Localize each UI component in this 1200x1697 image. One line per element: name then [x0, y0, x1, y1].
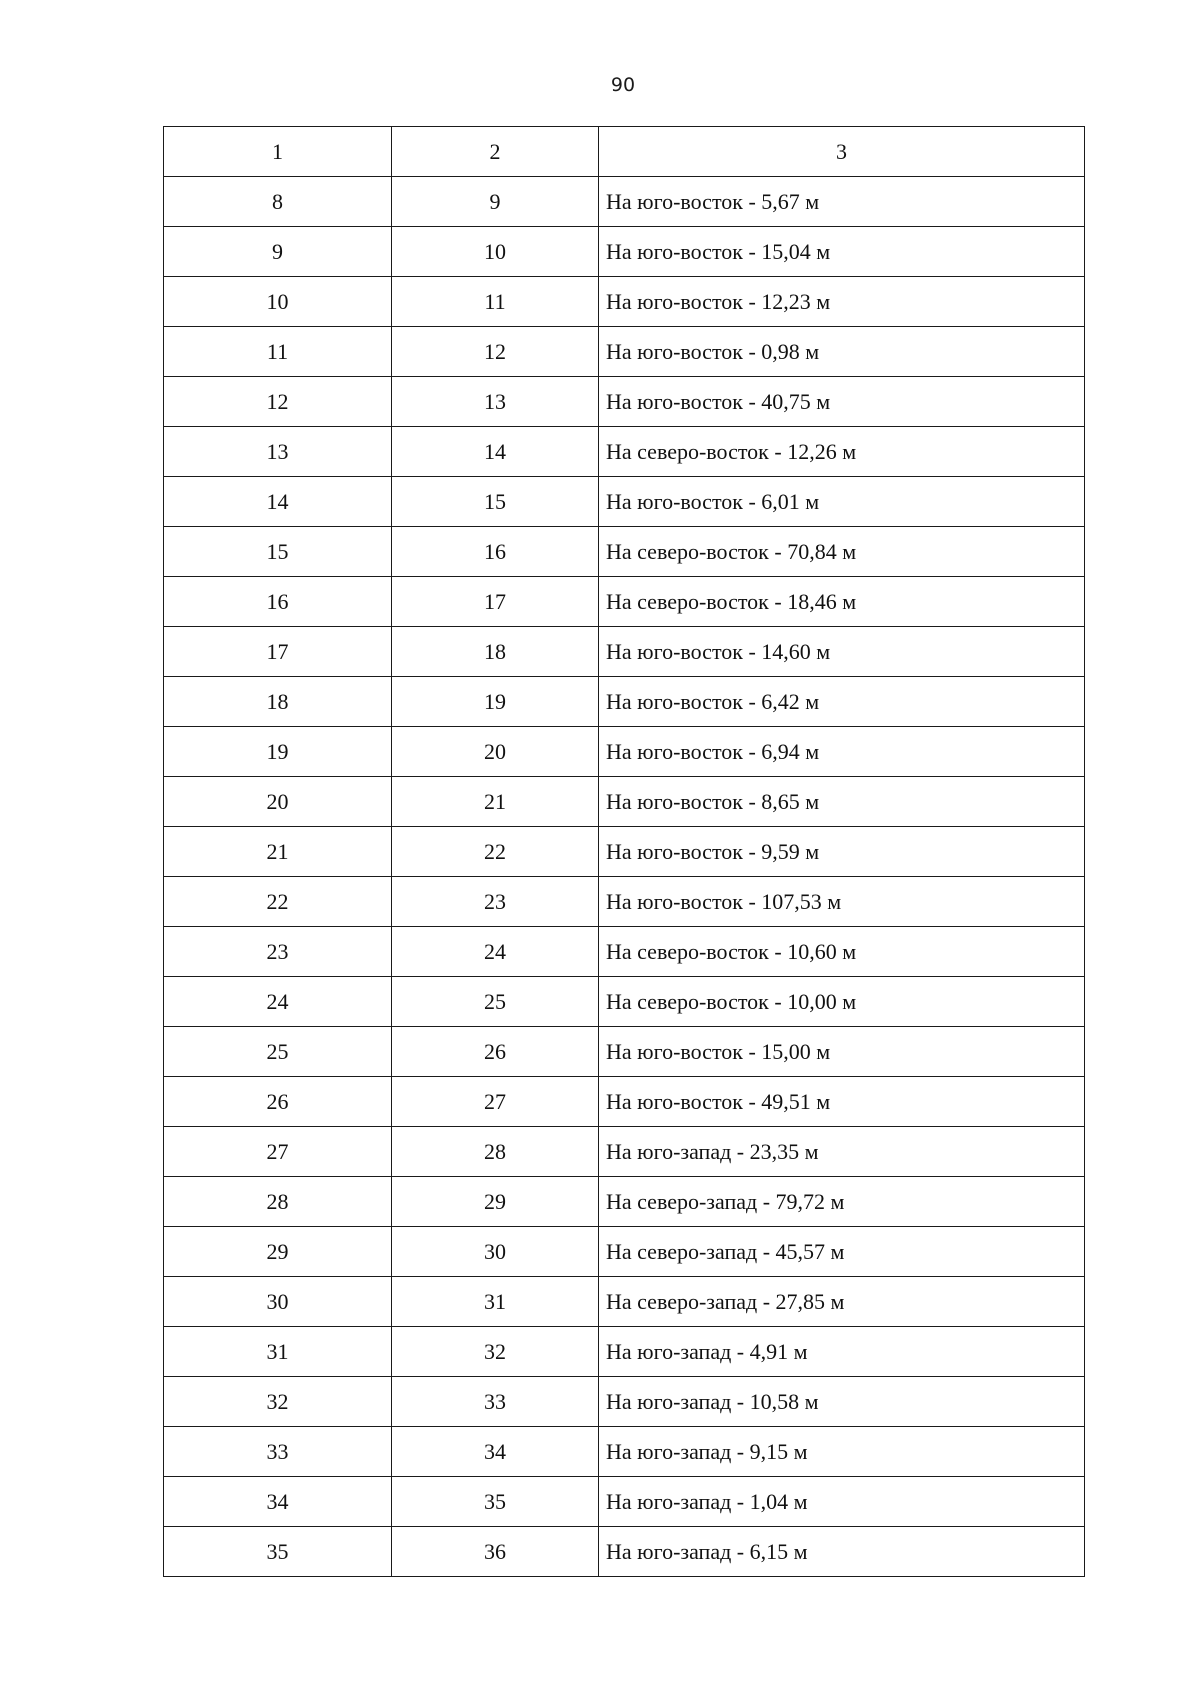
table-row [164, 1227, 1085, 1277]
table-row [164, 477, 1085, 527]
end-point-cell: 14 [392, 427, 599, 477]
direction-distance-cell: На северо-восток - 18,46 м [599, 577, 1085, 627]
end-point-cell: 20 [392, 727, 599, 777]
table-row [164, 827, 1085, 877]
start-point-cell: 14 [164, 477, 392, 527]
end-point-cell: 21 [392, 777, 599, 827]
table-body [164, 127, 1085, 1577]
direction-distance-cell: На северо-восток - 70,84 м [599, 527, 1085, 577]
start-point-cell: 20 [164, 777, 392, 827]
start-point-cell: 25 [164, 1027, 392, 1077]
start-point-cell: 31 [164, 1327, 392, 1377]
end-point-cell: 25 [392, 977, 599, 1027]
end-point-cell: 26 [392, 1027, 599, 1077]
start-point-cell: 30 [164, 1277, 392, 1327]
table-row [164, 727, 1085, 777]
start-point-cell: 28 [164, 1177, 392, 1227]
start-point-cell: 35 [164, 1527, 392, 1577]
direction-distance-cell: На юго-восток - 107,53 м [599, 877, 1085, 927]
page-number: 90 [610, 74, 636, 96]
direction-distance-cell: На северо-запад - 79,72 м [599, 1177, 1085, 1227]
table-header-row [164, 127, 1085, 177]
end-point-cell: 19 [392, 677, 599, 727]
end-point-cell: 17 [392, 577, 599, 627]
start-point-cell: 13 [164, 427, 392, 477]
start-point-cell: 23 [164, 927, 392, 977]
start-point-cell: 17 [164, 627, 392, 677]
direction-distance-cell: На юго-восток - 6,42 м [599, 677, 1085, 727]
start-point-cell: 32 [164, 1377, 392, 1427]
direction-distance-cell: На юго-запад - 1,04 м [599, 1477, 1085, 1527]
end-point-cell: 28 [392, 1127, 599, 1177]
end-point-cell: 24 [392, 927, 599, 977]
table-row [164, 627, 1085, 677]
table-row [164, 1027, 1085, 1077]
end-point-cell: 12 [392, 327, 599, 377]
start-point-cell: 16 [164, 577, 392, 627]
direction-distance-cell: На северо-запад - 27,85 м [599, 1277, 1085, 1327]
direction-distance-cell: На северо-восток - 10,60 м [599, 927, 1085, 977]
table-row [164, 527, 1085, 577]
table-row [164, 677, 1085, 727]
end-point-cell: 35 [392, 1477, 599, 1527]
end-point-cell: 18 [392, 627, 599, 677]
boundary-table [163, 126, 1085, 1577]
start-point-cell: 24 [164, 977, 392, 1027]
end-point-cell: 33 [392, 1377, 599, 1427]
end-point-cell: 27 [392, 1077, 599, 1127]
start-point-cell: 19 [164, 727, 392, 777]
table-row [164, 1277, 1085, 1327]
start-point-cell: 12 [164, 377, 392, 427]
start-point-cell: 22 [164, 877, 392, 927]
table-row [164, 327, 1085, 377]
start-point-cell: 34 [164, 1477, 392, 1527]
table-row [164, 377, 1085, 427]
direction-distance-cell: На юго-восток - 0,98 м [599, 327, 1085, 377]
table-row [164, 577, 1085, 627]
start-point-cell: 8 [164, 177, 392, 227]
end-point-cell: 22 [392, 827, 599, 877]
direction-distance-cell: На юго-запад - 23,35 м [599, 1127, 1085, 1177]
end-point-cell: 16 [392, 527, 599, 577]
table-row [164, 1477, 1085, 1527]
end-point-cell: 31 [392, 1277, 599, 1327]
table-row [164, 1177, 1085, 1227]
table-row [164, 1427, 1085, 1477]
direction-distance-cell: На юго-запад - 10,58 м [599, 1377, 1085, 1427]
direction-distance-cell: На юго-восток - 8,65 м [599, 777, 1085, 827]
direction-distance-cell: На юго-восток - 9,59 м [599, 827, 1085, 877]
end-point-cell: 11 [392, 277, 599, 327]
table-row [164, 1527, 1085, 1577]
start-point-cell: 21 [164, 827, 392, 877]
start-point-cell: 18 [164, 677, 392, 727]
end-point-cell: 13 [392, 377, 599, 427]
direction-distance-cell: На юго-запад - 4,91 м [599, 1327, 1085, 1377]
table-row [164, 177, 1085, 227]
header-cell-1: 1 [164, 127, 392, 177]
direction-distance-cell: На юго-восток - 15,00 м [599, 1027, 1085, 1077]
direction-distance-cell: На юго-восток - 5,67 м [599, 177, 1085, 227]
direction-distance-cell: На юго-восток - 40,75 м [599, 377, 1085, 427]
end-point-cell: 9 [392, 177, 599, 227]
start-point-cell: 15 [164, 527, 392, 577]
table-row [164, 977, 1085, 1027]
end-point-cell: 30 [392, 1227, 599, 1277]
direction-distance-cell: На юго-восток - 49,51 м [599, 1077, 1085, 1127]
header-cell-2: 2 [392, 127, 599, 177]
direction-distance-cell: На юго-запад - 6,15 м [599, 1527, 1085, 1577]
end-point-cell: 29 [392, 1177, 599, 1227]
end-point-cell: 15 [392, 477, 599, 527]
end-point-cell: 10 [392, 227, 599, 277]
table-row [164, 227, 1085, 277]
start-point-cell: 9 [164, 227, 392, 277]
direction-distance-cell: На северо-восток - 10,00 м [599, 977, 1085, 1027]
start-point-cell: 11 [164, 327, 392, 377]
table-row [164, 1377, 1085, 1427]
end-point-cell: 32 [392, 1327, 599, 1377]
start-point-cell: 27 [164, 1127, 392, 1177]
end-point-cell: 23 [392, 877, 599, 927]
table-row [164, 877, 1085, 927]
table-row [164, 1077, 1085, 1127]
start-point-cell: 33 [164, 1427, 392, 1477]
direction-distance-cell: На юго-восток - 14,60 м [599, 627, 1085, 677]
table-row [164, 277, 1085, 327]
end-point-cell: 36 [392, 1527, 599, 1577]
direction-distance-cell: На северо-восток - 12,26 м [599, 427, 1085, 477]
direction-distance-cell: На юго-запад - 9,15 м [599, 1427, 1085, 1477]
table-row [164, 927, 1085, 977]
start-point-cell: 26 [164, 1077, 392, 1127]
direction-distance-cell: На юго-восток - 12,23 м [599, 277, 1085, 327]
direction-distance-cell: На северо-запад - 45,57 м [599, 1227, 1085, 1277]
table-row [164, 427, 1085, 477]
start-point-cell: 29 [164, 1227, 392, 1277]
end-point-cell: 34 [392, 1427, 599, 1477]
start-point-cell: 10 [164, 277, 392, 327]
table-row [164, 1327, 1085, 1377]
header-cell-3: 3 [599, 127, 1085, 177]
direction-distance-cell: На юго-восток - 6,94 м [599, 727, 1085, 777]
table-row [164, 1127, 1085, 1177]
table-row [164, 777, 1085, 827]
direction-distance-cell: На юго-восток - 6,01 м [599, 477, 1085, 527]
direction-distance-cell: На юго-восток - 15,04 м [599, 227, 1085, 277]
